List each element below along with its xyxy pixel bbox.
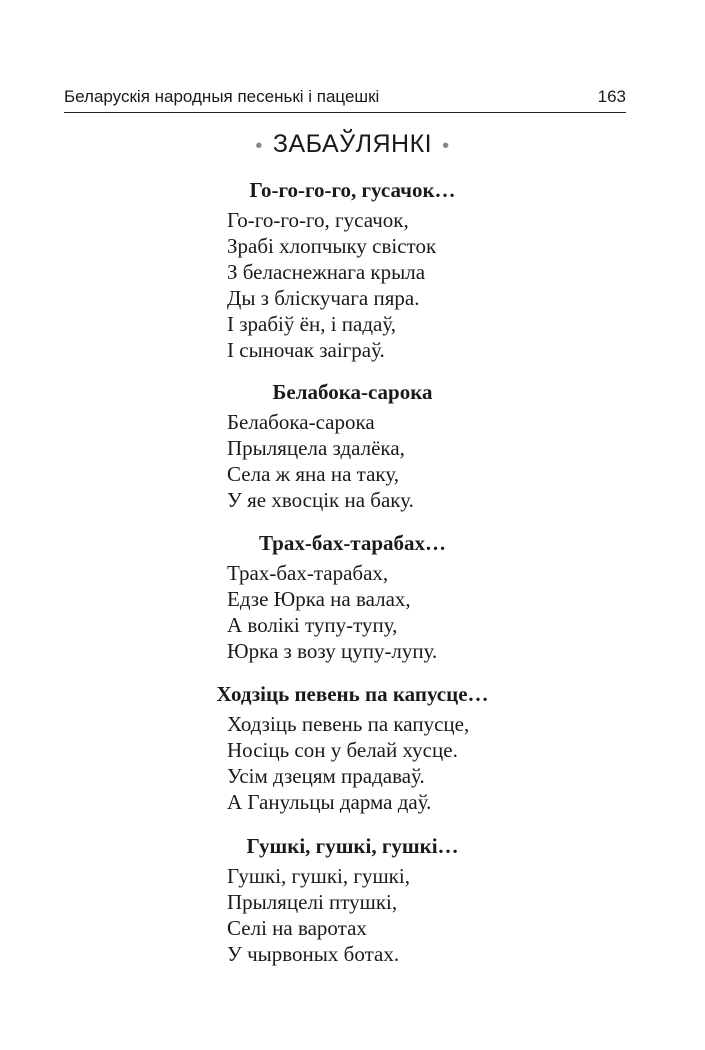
section-title-text: ЗАБАЎЛЯНКІ [272,130,433,158]
poem-line: Села ж яна на таку, [227,462,399,486]
poem-title: Гушкі, гушкі, гушкі… [246,834,459,858]
poem [0,681,705,815]
poem-line: А Ганульцы дарма даў. [227,790,432,814]
poem-line: І сыночак заіграў. [227,338,385,362]
poem [0,833,705,967]
book-title: Беларускія народныя песенькі і пацешкі [64,87,380,106]
poem-lines [227,560,705,664]
running-head [64,86,626,113]
poem-line: У чырвоных ботах. [227,942,400,966]
poem-title: Го-го-го-го, гусачок… [249,178,456,202]
poem-line: Селі на варотах [227,916,367,940]
poem-lines [227,409,705,513]
poem-title: Белабока-сарока [272,380,433,404]
poem-title: Трах-бах-тарабах… [258,531,447,555]
poem-line: Го-го-го-го, гусачок, [227,208,409,232]
poem-line: Белабока-сарока [227,410,375,434]
poem-lines [227,207,705,363]
poem-line: Прыляцелі птушкі, [227,890,398,914]
poem-title: Ходзіць певень па капусце… [216,682,489,706]
poem-line: А волікі тупу-тупу, [227,613,398,637]
page-number: 163 [597,87,626,106]
poem-line: Едзе Юрка на валах, [227,587,411,611]
bullet-right: • [442,135,450,157]
poem-line: Усім дзецям прадаваў. [227,764,425,788]
poem-line: Прыляцела здалёка, [227,436,405,460]
poem [0,177,705,363]
poem-line: Трах-бах-тарабах, [227,561,389,585]
poem-line: Носіць сон у белай хусце. [227,738,458,762]
poem-line: Гушкі, гушкі, гушкі, [227,864,410,888]
poem-line: З беласнежнага крыла [227,260,426,284]
poem-line: Ходзіць певень па капусце, [227,712,470,736]
poem-line: Ды з бліскучага пяра. [227,286,420,310]
section-title [0,128,705,162]
poem-line: І зрабіў ён, і падаў, [227,312,396,336]
poem [0,530,705,664]
poem-line: Зрабі хлопчыку свісток [227,234,437,258]
poem-line: У яе хвосцік на баку. [227,488,414,512]
poem-line: Юрка з возу цупу-лупу. [227,639,438,663]
poem-lines [227,711,705,815]
poem-lines [227,863,705,967]
bullet-left: • [255,135,263,157]
poem [0,379,705,513]
